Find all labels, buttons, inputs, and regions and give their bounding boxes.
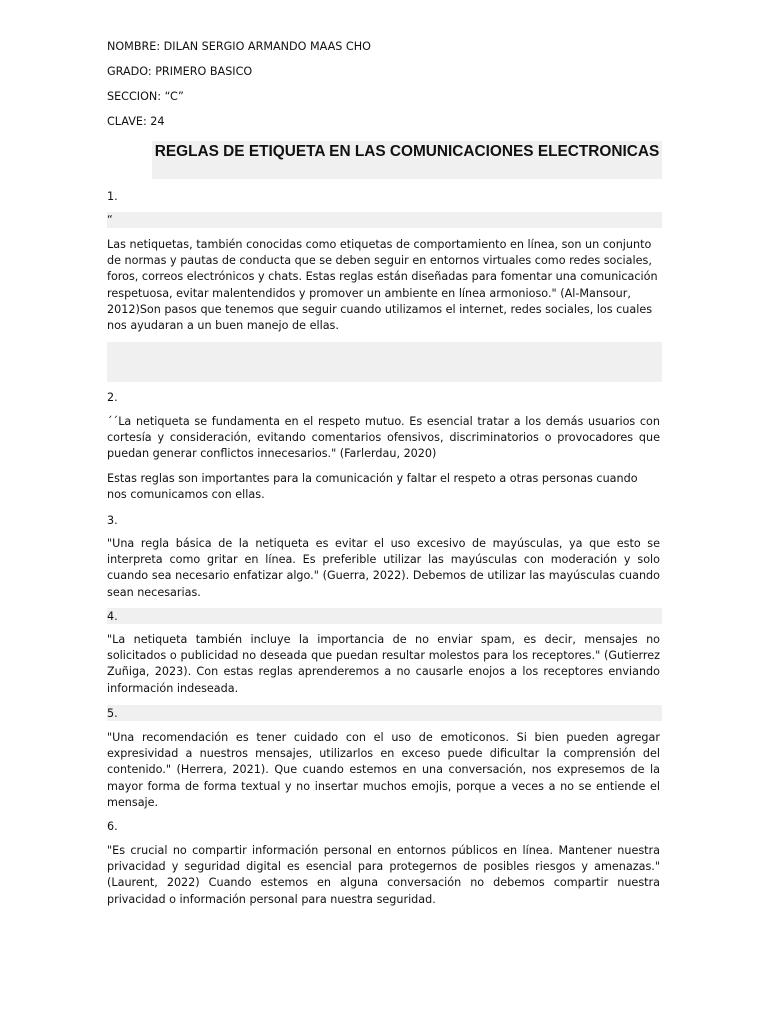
section-6-paragraph: "Es crucial no compartir información personal en entornos públicos en línea. Mantener nuestra privacidad y seguridad digital es esencial para protegernos de posibles riesgos y amenazas." (Laurent, 2022) Cuando estemos en alguna conversación no debemos compartir nuestra privacidad o información personal para nuestra seguridad. <box>107 844 660 906</box>
section-2-number: 2. <box>107 391 118 404</box>
section-4-number: 4. <box>107 610 118 623</box>
section-1-number: 1. <box>107 190 118 203</box>
section-3-paragraph: "Una regla básica de la netiqueta es evitar el uso excesivo de mayúsculas, ya que esto se interpreta como gritar en línea. Es preferible utilizar las mayúsculas con moderación y solo cuando sea necesario enfatizar algo." (Guerra, 2022). Debemos de utilizar las mayúsculas cuando sean necesarias. <box>107 537 660 599</box>
shaded-box <box>107 342 662 382</box>
student-section: SECCION: “C” <box>107 90 184 103</box>
section-2-paragraph: Estas reglas son importantes para la comunicación y faltar el respeto a otras personas cuando nos comunicamos con ellas. <box>107 472 638 502</box>
student-key: CLAVE: 24 <box>107 115 165 128</box>
section-1-quote-mark: “ <box>107 213 113 226</box>
section-3-number: 3. <box>107 514 118 527</box>
section-5-paragraph: "Una recomendación es tener cuidado con el uso de emoticonos. Si bien pueden agregar expresividad a nuestros mensajes, utilizarlos en exceso puede dificultar la comprensión del contenido." (Herrera, 2021). Que cuando estemos en una conversación, nos expresemos de la mayor forma de forma textual y no insertar muchos emojis, porque a veces a no se entiende el mensaje. <box>107 731 660 809</box>
student-name: NOMBRE: DILAN SERGIO ARMANDO MAAS CHO <box>107 40 371 53</box>
section-4-paragraph: "La netiqueta también incluye la importancia de no enviar spam, es decir, mensajes no solicitados o publicidad no deseada que puedan resultar molestos para los receptores." (Gutierrez Zuñiga, 2023). Con estas reglas aprenderemos a no causarle enojos a los receptores enviando información indeseada. <box>107 633 660 695</box>
section-1-paragraph: Las netiquetas, también conocidas como etiquetas de comportamiento en línea, son un conjunto de normas y pautas de conducta que se deben seguir en entornos virtuales como redes sociales, foros, correos electrónicos y chats. Estas reglas están diseñadas para fomentar una comunicación respetuosa, evitar malentendidos y promover un ambiente en línea armonioso." (Al-Mansour, 2012)Son pasos que tenemos que seguir cuando utilizamos el internet, redes sociales, los cuales nos ayudaran a un buen manejo de ellas. <box>107 238 658 333</box>
shaded-band-5 <box>107 705 662 721</box>
section-2-quote: ´´La netiqueta se fundamenta en el respeto mutuo. Es esencial tratar a los demás usuarios con cortesía y consideración, evitando comentarios ofensivos, discriminatorios o provocadores que puedan generar conflictos innecesarios." (Farlerdau, 2020) <box>107 415 660 461</box>
student-grade: GRADO: PRIMERO BASICO <box>107 65 253 78</box>
section-5-number: 5. <box>107 707 118 720</box>
section-6-number: 6. <box>107 820 118 833</box>
shaded-band-4 <box>107 608 662 624</box>
document-title: REGLAS DE ETIQUETA EN LAS COMUNICACIONES ELECTRONICAS <box>152 141 662 179</box>
shaded-band-1 <box>107 212 662 228</box>
